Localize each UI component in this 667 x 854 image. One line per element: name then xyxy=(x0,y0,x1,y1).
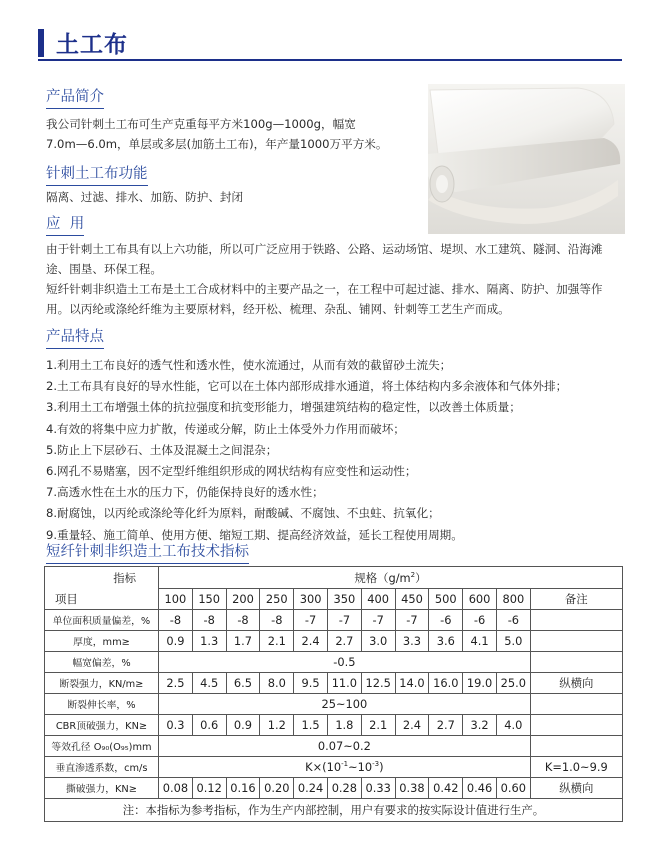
cell: 3.6 xyxy=(429,631,463,652)
table-row xyxy=(45,610,623,631)
row-label: 幅宽偏差，% xyxy=(45,652,159,673)
cell: 0.20 xyxy=(260,778,294,799)
cell: -6 xyxy=(429,610,463,631)
cell: 11.0 xyxy=(327,673,361,694)
size-header: 600 xyxy=(463,589,497,610)
table-row xyxy=(45,631,623,652)
features-heading: 产品特点 xyxy=(46,325,104,346)
cell: -8 xyxy=(159,610,193,631)
cell: 1.7 xyxy=(226,631,260,652)
cell: 0.46 xyxy=(463,778,497,799)
application-text xyxy=(46,239,638,319)
size-header: 250 xyxy=(260,589,294,610)
spec-table xyxy=(44,566,623,822)
row-label: 厚度，mm≥ xyxy=(45,631,159,652)
feature-item: 6.网孔不易赌塞，因不定型纤维组织形成的网状结构有应变性和运动性； xyxy=(46,464,417,479)
cell: 0.42 xyxy=(429,778,463,799)
cell: -8 xyxy=(260,610,294,631)
intro-heading: 产品简介 xyxy=(46,85,104,106)
cell: -8 xyxy=(192,610,226,631)
row-label: 断裂伸长率，% xyxy=(45,694,159,715)
remark-cell xyxy=(530,631,622,652)
table-row xyxy=(45,736,623,757)
cell: 5.0 xyxy=(496,631,530,652)
cell: 0.12 xyxy=(192,778,226,799)
cell: 2.1 xyxy=(361,715,395,736)
span-cell: 25~100 xyxy=(159,694,531,715)
remark-cell: K=1.0~9.9 xyxy=(530,757,622,778)
application-line: 由于针刺土工布具有以上六功能，所以可广泛应用于铁路、公路、运动场馆、堤坝、水工建筑、隧洞、沿海滩 xyxy=(46,242,603,256)
features-list xyxy=(46,355,636,546)
size-header: 150 xyxy=(192,589,226,610)
feature-item: 3.利用土工布增强土体的抗拉强度和抗变形能力，增强建筑结构的稳定性，以改善土体质量； xyxy=(46,400,521,415)
cell: 0.24 xyxy=(294,778,328,799)
cell: 0.9 xyxy=(159,631,193,652)
cell: -7 xyxy=(327,610,361,631)
cell: 0.6 xyxy=(192,715,226,736)
item-header: 项目 xyxy=(45,589,159,610)
cell: -8 xyxy=(226,610,260,631)
row-label: 撕破强力，KN≥ xyxy=(45,778,159,799)
cell: 0.60 xyxy=(496,778,530,799)
cell: -7 xyxy=(294,610,328,631)
application-line: 短纤针刺非织造土工布是土工合成材料中的主要产品之一，在工程中可起过滤、排水、隔离、防护、加强等作 xyxy=(46,282,603,296)
feature-item: 4.有效的将集中应力扩散，传递或分解，防止土体受外力作用而破坏； xyxy=(46,421,405,436)
cell: 2.4 xyxy=(395,715,429,736)
remark-cell: 纵横向 xyxy=(530,673,622,694)
cell: 8.0 xyxy=(260,673,294,694)
table-row xyxy=(45,778,623,799)
size-header: 350 xyxy=(327,589,361,610)
table-row xyxy=(45,673,623,694)
remark-header: 备注 xyxy=(530,589,622,610)
feature-item: 1.利用土工布良好的透气性和透水性，使水流通过，从而有效的截留砂土流失； xyxy=(46,358,452,372)
table-row xyxy=(45,694,623,715)
cell: 2.7 xyxy=(327,631,361,652)
cell: 0.9 xyxy=(226,715,260,736)
cell: 2.4 xyxy=(294,631,328,652)
remark-cell xyxy=(530,610,622,631)
feature-item: 5.防止上下层砂石、土体及混凝土之间混杂； xyxy=(46,442,278,457)
cell: -7 xyxy=(361,610,395,631)
feature-item: 2.土工布具有良好的导水性能，它可以在土体内部形成排水通道，将土体结构内多余液体和气体外排； xyxy=(46,379,568,394)
application-line: 途、围垦、环保工程。 xyxy=(46,262,162,276)
size-header: 400 xyxy=(361,589,395,610)
cell: 1.2 xyxy=(260,715,294,736)
table-row xyxy=(45,757,623,778)
remark-cell xyxy=(530,652,622,673)
cell: 12.5 xyxy=(361,673,395,694)
cell: 0.33 xyxy=(361,778,395,799)
size-header: 300 xyxy=(294,589,328,610)
title-divider xyxy=(38,59,622,61)
cell: 2.7 xyxy=(429,715,463,736)
function-text: 隔离、过滤、排水、加筋、防护、封闭 xyxy=(46,190,244,204)
size-header: 500 xyxy=(429,589,463,610)
size-header: 450 xyxy=(395,589,429,610)
row-label: 单位面积质量偏差，% xyxy=(45,610,159,631)
cell: 2.1 xyxy=(260,631,294,652)
table-row xyxy=(45,715,623,736)
cell: 0.28 xyxy=(327,778,361,799)
cell: 6.5 xyxy=(226,673,260,694)
cell: -6 xyxy=(463,610,497,631)
indicator-header: 指标 xyxy=(45,567,159,589)
function-heading: 针刺土工布功能 xyxy=(46,162,148,183)
row-label: 等效孔径 O₉₀(O₉₅)mm xyxy=(45,736,159,757)
cell: 0.38 xyxy=(395,778,429,799)
cell: 2.5 xyxy=(159,673,193,694)
application-line: 用。以丙纶或涤纶纤维为主要原材料，经开松、梳理、杂乱、铺网、针刺等工艺生产而成。 xyxy=(46,302,510,316)
remark-cell xyxy=(530,736,622,757)
cell: 9.5 xyxy=(294,673,328,694)
feature-item: 9.重量轻、施工简单、使用方便、缩短工期、提高经济效益，延长工程使用周期。 xyxy=(46,527,463,542)
cell: 3.2 xyxy=(463,715,497,736)
row-label: 断裂强力，KN/m≥ xyxy=(45,673,159,694)
table-note: 注：本指标为参考指标，作为生产内部控制，用户有要求的按实际设计值进行生产。 xyxy=(45,799,623,822)
cell: -6 xyxy=(496,610,530,631)
spec-heading: 短纤针刺非织造土工布技术指标 xyxy=(46,540,249,561)
remark-cell: 纵横向 xyxy=(530,778,622,799)
cell: 16.0 xyxy=(429,673,463,694)
cell: 0.08 xyxy=(159,778,193,799)
span-cell: -0.5 xyxy=(159,652,531,673)
cell: 4.0 xyxy=(496,715,530,736)
cell: -7 xyxy=(395,610,429,631)
size-header: 800 xyxy=(496,589,530,610)
remark-cell xyxy=(530,715,622,736)
cell: 1.3 xyxy=(192,631,226,652)
cell: 3.0 xyxy=(361,631,395,652)
feature-item: 8.耐腐蚀，以丙纶或涤纶等化纤为原料，耐酸碱、不腐蚀、不虫蛀、抗氧化； xyxy=(46,506,440,521)
row-label: 垂直渗透系数，cm/s xyxy=(45,757,159,778)
feature-item: 7.高透水性在土水的压力下，仍能保持良好的透水性； xyxy=(46,485,324,500)
cell: 1.5 xyxy=(294,715,328,736)
spec-header: 规格$(g/m^2)$ xyxy=(159,567,623,589)
cell: 14.0 xyxy=(395,673,429,694)
page-title: 土工布 xyxy=(56,32,128,58)
table-row xyxy=(45,652,623,673)
cell: 0.3 xyxy=(159,715,193,736)
cell: 25.0 xyxy=(496,673,530,694)
span-cell: 0.07~0.2 xyxy=(159,736,531,757)
title-accent-bar xyxy=(38,29,44,57)
application-heading: 应 用 xyxy=(46,212,84,233)
size-header: 100 xyxy=(159,589,193,610)
cell: 4.5 xyxy=(192,673,226,694)
cell: 3.3 xyxy=(395,631,429,652)
intro-text xyxy=(46,114,388,154)
span-cell: $K\times(10^{-1}\sim 10^{-3})$ xyxy=(159,757,531,778)
intro-line: 7.0m—6.0m，单层或多层(加筋土工布)，年产量1000万平方米。 xyxy=(46,137,388,151)
cell: 1.8 xyxy=(327,715,361,736)
cell: 0.16 xyxy=(226,778,260,799)
cell: 4.1 xyxy=(463,631,497,652)
row-label: CBR顶破强力，KN≥ xyxy=(45,715,159,736)
geotextile-roll-photo xyxy=(428,84,625,234)
remark-cell xyxy=(530,694,622,715)
size-header: 200 xyxy=(226,589,260,610)
cell: 19.0 xyxy=(463,673,497,694)
intro-line: 我公司针刺土工布可生产克重每平方米100g—1000g，幅宽 xyxy=(46,117,356,131)
